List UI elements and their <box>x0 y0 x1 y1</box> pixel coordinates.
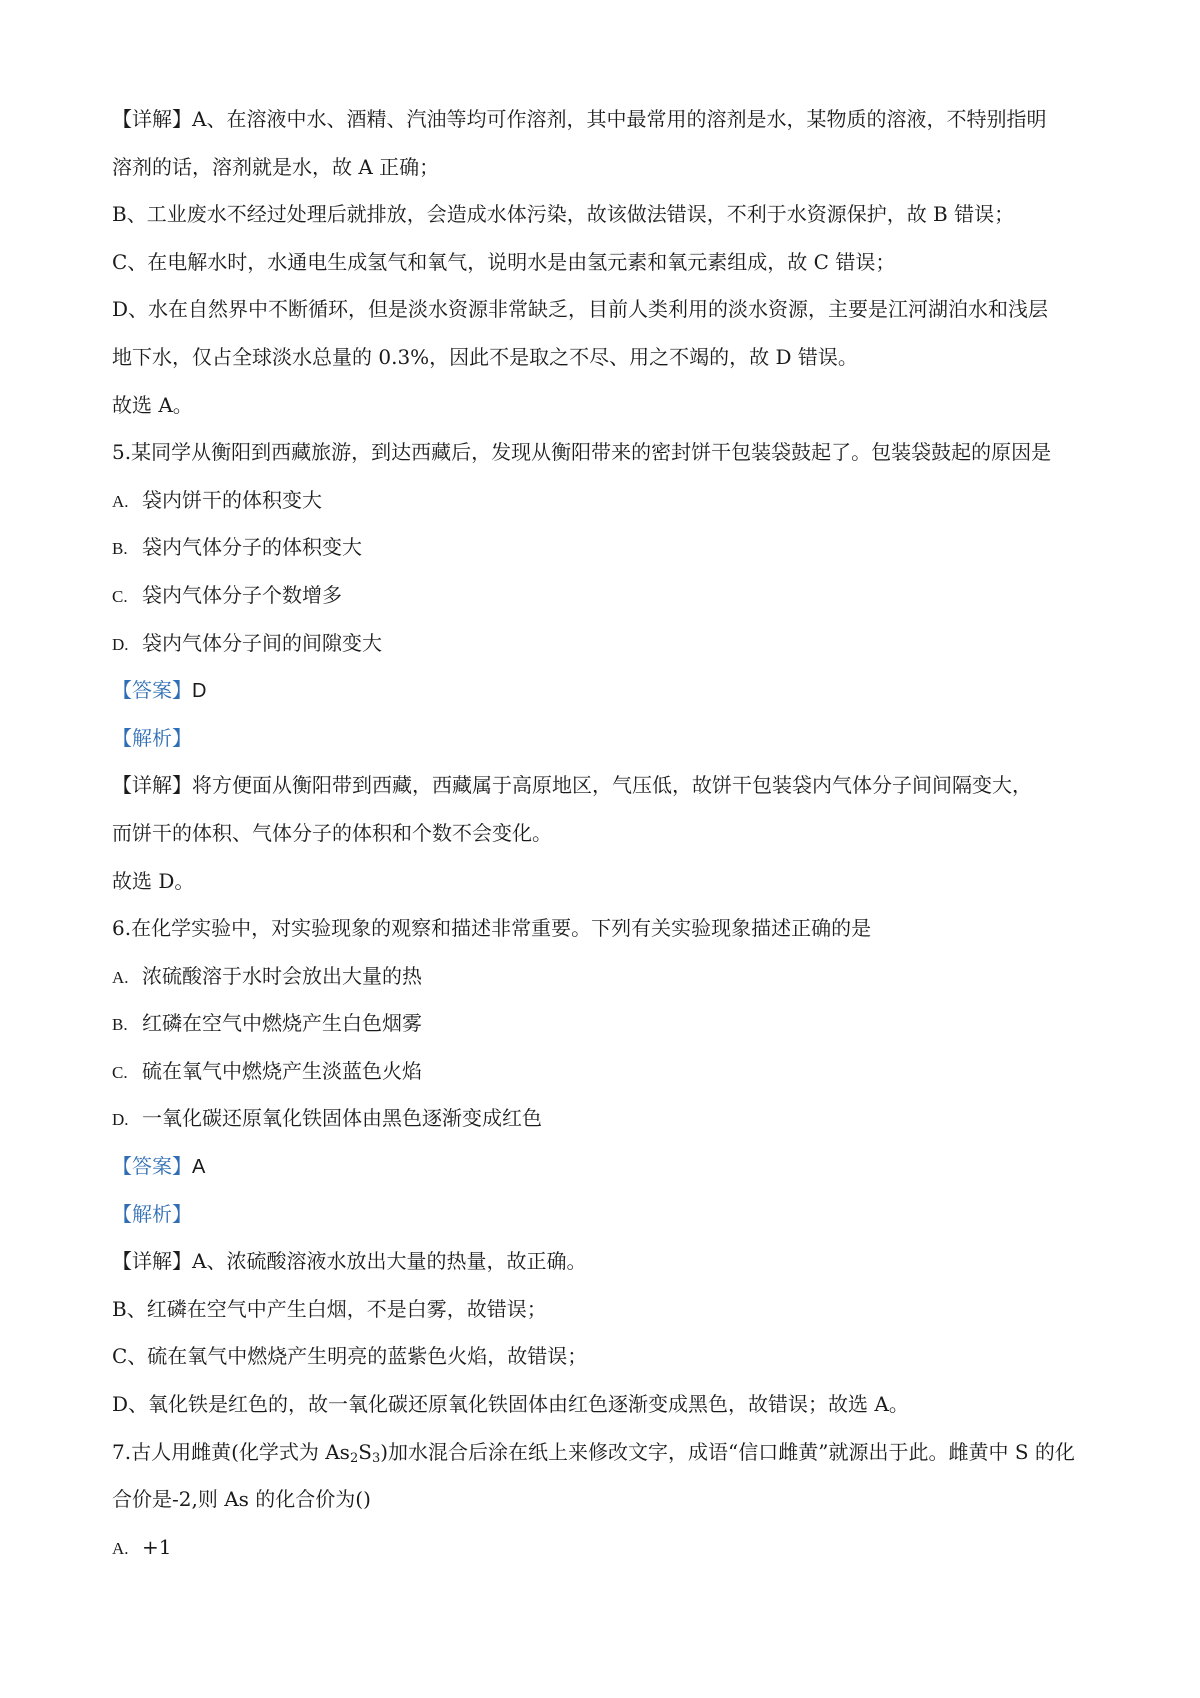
q6-option-c <box>112 1048 1102 1096</box>
q6-analysis <box>112 1191 1102 1239</box>
option-letter: A. <box>112 491 129 511</box>
q7-stem-mid: S <box>358 1439 372 1464</box>
answer-value: A <box>192 1156 206 1179</box>
option-text: 袋内气体分子的体积变大 <box>142 535 362 560</box>
answer-label: 【答案】 <box>112 680 192 703</box>
option-letter: A. <box>112 1538 129 1558</box>
option-letter: D. <box>112 1110 129 1130</box>
q6-option-d <box>112 1095 1102 1143</box>
q6-answer <box>112 1143 1102 1191</box>
option-letter: B. <box>112 1015 128 1035</box>
option-text: 袋内饼干的体积变大 <box>142 487 322 512</box>
subscript-3: 3 <box>371 1450 381 1466</box>
option-letter: C. <box>112 586 128 606</box>
q4-detail-line-3: B、工业废水不经过处理后就排放，会造成水体污染，故该做法错误，不利于水资源保护，故 B 错误； <box>112 202 1015 227</box>
q7-stem-line-2: 合价是-2,则 As 的化合价为() <box>112 1487 371 1512</box>
option-text: +1 <box>142 1534 172 1559</box>
q7-stem-line-1 <box>112 1429 1102 1477</box>
q4-detail-line-1: 【详解】A、在溶液中水、酒精、汽油等均可作溶剂，其中最常用的溶剂是水，某物质的溶液，不特别指明 <box>112 107 1047 131</box>
q5-choose: 故选 D。 <box>112 868 195 893</box>
q5-option-b <box>112 524 1102 572</box>
q5-option-d <box>112 620 1102 668</box>
q5-detail-line-1: 【详解】将方便面从衡阳带到西藏，西藏属于高原地区，气压低，故饼干包装袋内气体分子间间隔变大， <box>112 773 1032 798</box>
q5-answer <box>112 667 1102 715</box>
answer-label: 【答案】 <box>112 1156 192 1179</box>
q6-detail-line-2: B、红磷在空气中产生白烟，不是白雾，故错误； <box>112 1296 547 1321</box>
option-text: 红磷在空气中燃烧产生白色烟雾 <box>142 1011 422 1036</box>
q5-detail-line-2: 而饼干的体积、气体分子的体积和个数不会变化。 <box>112 820 552 845</box>
analysis-label: 【解析】 <box>112 727 192 750</box>
option-letter: D. <box>112 634 129 654</box>
analysis-label: 【解析】 <box>112 1203 192 1226</box>
option-letter: C. <box>112 1062 128 1082</box>
option-text: 硫在氧气中燃烧产生淡蓝色火焰 <box>142 1058 422 1083</box>
q7-stem-pre: 7.古人用雌黄(化学式为 As <box>112 1439 350 1464</box>
q4-detail-line-5: D、水在自然界中不断循环，但是淡水资源非常缺乏，目前人类利用的淡水资源，主要是江河湖泊水和浅层 <box>112 297 1049 322</box>
q4-detail-line-2: 溶剂的话，溶剂就是水，故 A 正确； <box>112 154 440 179</box>
option-text: 一氧化碳还原氧化铁固体由黑色逐渐变成红色 <box>142 1106 542 1131</box>
q5-stem: 5.某同学从衡阳到西藏旅游，到达西藏后，发现从衡阳带来的密封饼干包装袋鼓起了。包装袋鼓起的原因是 <box>112 440 1052 465</box>
q5-option-c <box>112 572 1102 620</box>
q6-option-b <box>112 1000 1102 1048</box>
option-letter: B. <box>112 539 128 559</box>
q6-detail-line-4: D、氧化铁是红色的，故一氧化碳还原氧化铁固体由红色逐渐变成黑色，故错误；故选 A。 <box>112 1392 909 1417</box>
answer-value: D <box>192 680 207 703</box>
q4-choose: 故选 A。 <box>112 392 193 417</box>
option-text: 袋内气体分子个数增多 <box>142 582 342 607</box>
q5-option-a <box>112 477 1102 525</box>
option-letter: A. <box>112 967 129 987</box>
q6-detail-line-3: C、硫在氧气中燃烧产生明亮的蓝紫色火焰，故错误； <box>112 1344 588 1369</box>
q7-option-a <box>112 1524 1102 1572</box>
page-content <box>112 96 1102 1571</box>
option-text: 袋内气体分子间的间隙变大 <box>142 630 382 655</box>
q6-option-a <box>112 953 1102 1001</box>
option-text: 浓硫酸溶于水时会放出大量的热 <box>142 963 422 988</box>
q4-detail-line-4: C、在电解水时，水通电生成氢气和氧气，说明水是由氢元素和氧元素组成，故 C 错误； <box>112 249 896 274</box>
q4-detail-line-6: 地下水，仅占全球淡水总量的 0.3%，因此不是取之不尽、用之不竭的，故 D 错误。 <box>112 344 858 369</box>
q6-stem: 6.在化学实验中，对实验现象的观察和描述非常重要。下列有关实验现象描述正确的是 <box>112 916 872 941</box>
q6-detail-line-1: 【详解】A、浓硫酸溶液水放出大量的热量，故正确。 <box>112 1249 587 1274</box>
q5-analysis <box>112 715 1102 763</box>
subscript-2: 2 <box>349 1450 359 1466</box>
q7-stem-post: )加水混合后涂在纸上来修改文字，成语“信口雌黄”就源出于此。雌黄中 S 的化 <box>380 1439 1075 1464</box>
